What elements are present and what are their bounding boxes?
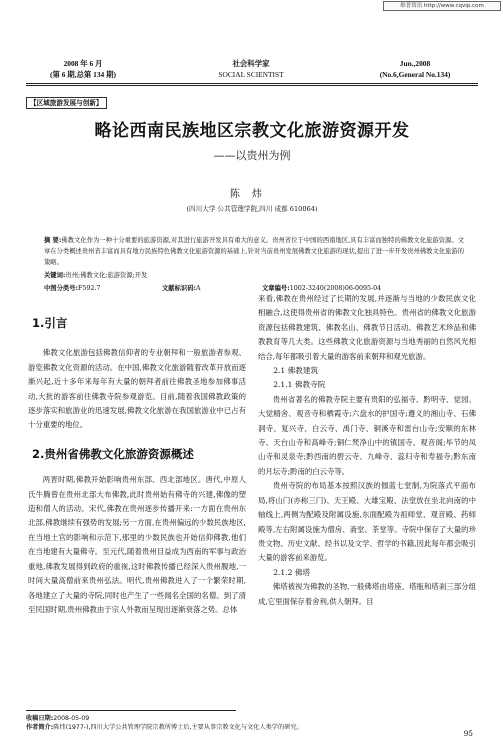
abstract-text: 佛教文化作为一种十分重要的旅游资源,对其进行旅游开发具有重大的意义。贵州省位于中国的西南地区,具有丰富而独特的佛教文化旅游资源。文章在分类概述贵州省丰富而具有地方民族特色佛教文化旅游资源的基础上,针对当前贵州发展佛教文化旅游的现状,提出了进一步开发贵州佛教文化旅游的策略。	[44, 237, 464, 266]
abstract-label: 摘 要:	[44, 237, 62, 244]
received-date: 2008-05-09	[53, 715, 90, 722]
footnote-rule	[26, 710, 236, 711]
keywords-label: 关键词:	[44, 272, 66, 279]
paragraph-pagodas: 佛塔被视为佛教的圣物,一般佛塔由塔座、塔瓶和塔刹三部分组成,它里面保存着舍利,供人朝拜。目	[258, 582, 476, 606]
author-affiliation: (四川大学 公共管理学院,四川 成都 610064)	[186, 205, 318, 213]
watermark: 维普资讯 http://www.cqvip.com	[383, 1, 501, 11]
header-date-en: Jun.,2008	[399, 59, 431, 68]
right-column	[258, 292, 476, 609]
heading-introduction: 1.引言	[32, 316, 68, 330]
document-code	[162, 283, 201, 292]
header-date: 2008 年 6 月	[63, 59, 103, 68]
footnote-author	[26, 722, 446, 731]
article-value: 1002-3240(2008)06-0095-04	[289, 285, 382, 292]
paragraph-overview: 两晋时期,佛教开始影响贵州东部、西北部地区。唐代,中原人氏牛腾曾在贵州北部大布佛教,此时贵州始有佛寺的兴建,佛像的塑造和僧人的活动。宋代,佛教在贵州逐步传播开来:一方面在贵州东北部,佛教继续有强势的发展;另一方面,在贵州偏远的少数民族地区,在当地土官的影响和示范下,那里的少数民族也开始信仰佛教,他们在当地建有大量佛寺。至元代,随着贵州目益成为西南的军事与政治重地,佛教发展得到政府的重视,这时佛教传播已经深入贵州腹地,一时间大量高僧前来贵州弘法。明代,贵州佛教进入了一个繁荣时期,各地建立了大量的寺院,同时也产生了一些闻名全国的名僧。到了清至民国时期,贵州佛教由于宗人外教而呈现出逐渐衰落之势。总体	[28, 475, 246, 614]
keywords	[44, 270, 147, 279]
section-tag: 【区域旅游发展与创新】	[26, 97, 107, 109]
keywords-text: 贵州;佛教文化;旅游资源;开发	[65, 272, 148, 279]
header-number-en: (No.6,General No.134)	[379, 70, 451, 79]
article-title: 略论西南民族地区宗教文化旅游资源开发	[94, 121, 410, 141]
heading-2-1: 2.1 佛教建筑	[273, 366, 319, 376]
received-label: 收稿日期:	[26, 715, 54, 722]
paragraph-temples: 贵州省著名的佛教寺院主要有贵阳的弘福寺、黔明寺、觉园、大觉精舍、观音寺和栖霞寺;六盘水的护国寺;遵义的湘山寺、石佛洞寺、复兴寺、白云寺、禹门寺、铜溪寺和雷台山寺;安顺的东林寺、天台山寺和高峰寺;铜仁梵净山中的镇国寺、观音阁;毕节的凤山寺和灵泉寺;黔西南的碧云寺、九峰寺、蕊归寺和寿福寺;黔东南的月坛寺;黔南的白云寺等。	[258, 394, 476, 476]
heading-2-1-1: 2.1.1 佛教寺院	[273, 380, 326, 390]
heading-overview: 2.贵州省佛教文化旅游资源概述	[32, 446, 194, 461]
header-journal	[186, 58, 316, 80]
paragraph-temple-layout: 贵州寺院的布局基本按照汉族的伽蓝七堂制,为院落式平面布局,将山门(亦称三门)、天王殿、大雄宝殿、法堂放在坐北向南的中轴线上,两侧为配殿及附属设施,东面配殿为祖师堂、观音殿、药师殿等,左右附属设施为僧房、斋堂、茶堂等。寺院中保存了大量的珍贵文物、历史文献、经书以及文学、哲学的书籍,因此每年都会吸引大量的游客前来游览。	[258, 481, 476, 563]
header-rule	[26, 83, 478, 84]
header-journal-cn: 社会科学家	[232, 59, 270, 68]
header-journal-en: SOCIAL SCIENTIST	[218, 70, 284, 79]
header-issue-number: (第 6 期,总第 134 期)	[50, 70, 116, 79]
author-bio: 陈炜(1977-),四川大学公共管理学院宗教所博士后,主要从事宗教文化与文化人类学的研究。	[53, 724, 303, 731]
page-number: 95	[463, 729, 473, 738]
clc-value: F592.7	[78, 285, 101, 292]
header-issue-en	[352, 58, 478, 80]
author-bio-label: 作者简介:	[26, 724, 54, 731]
author-name: 陈炜	[230, 189, 274, 200]
article-subtitle: ——以贵州为例	[213, 149, 291, 162]
paragraph-continue: 来看,佛教在贵州经过了长期的发展,并逐渐与当地的少数民族文化相融合,这使得贵州省的佛教文化独具特色。贵州省的佛教文化旅游资源包括佛教建筑、佛教名山、佛教节日活动、佛教艺术珍品和佛教教育等几大类。这些佛教文化旅游资源与当地秀丽的自然风光相结合,每年都吸引着大量的游客前来朝拜和观光旅游。	[258, 294, 476, 361]
paragraph-introduction: 佛教文化旅游包括佛教信仰者的专业朝拜和一般旅游者参观、游览佛教文化资源的活动。在中国,佛教文化旅游随着改革开放而逐渐兴起,近十多年来每年有大量的朝拜者前往佛教圣地参加佛事活动,大批的游客前往佛教寺院参观游览。目前,随着我国佛教政策的逐步落实和旅游业的迅速发展,佛教文化旅游在我国旅游业中已占有十分重要的地位。	[28, 348, 246, 430]
doc-value: A	[196, 285, 201, 292]
article-label: 文章编号:	[262, 285, 290, 292]
clc-number	[44, 283, 100, 292]
header-rule-2	[26, 85, 478, 86]
header-issue	[28, 58, 138, 80]
left-column	[28, 302, 246, 617]
footnote-received	[26, 713, 89, 722]
heading-2-1-2: 2.1.2 佛塔	[273, 567, 311, 577]
clc-label: 中图分类号:	[44, 285, 79, 292]
article-number	[262, 283, 381, 292]
doc-label: 文献标识码:	[162, 285, 197, 292]
abstract	[44, 235, 464, 268]
